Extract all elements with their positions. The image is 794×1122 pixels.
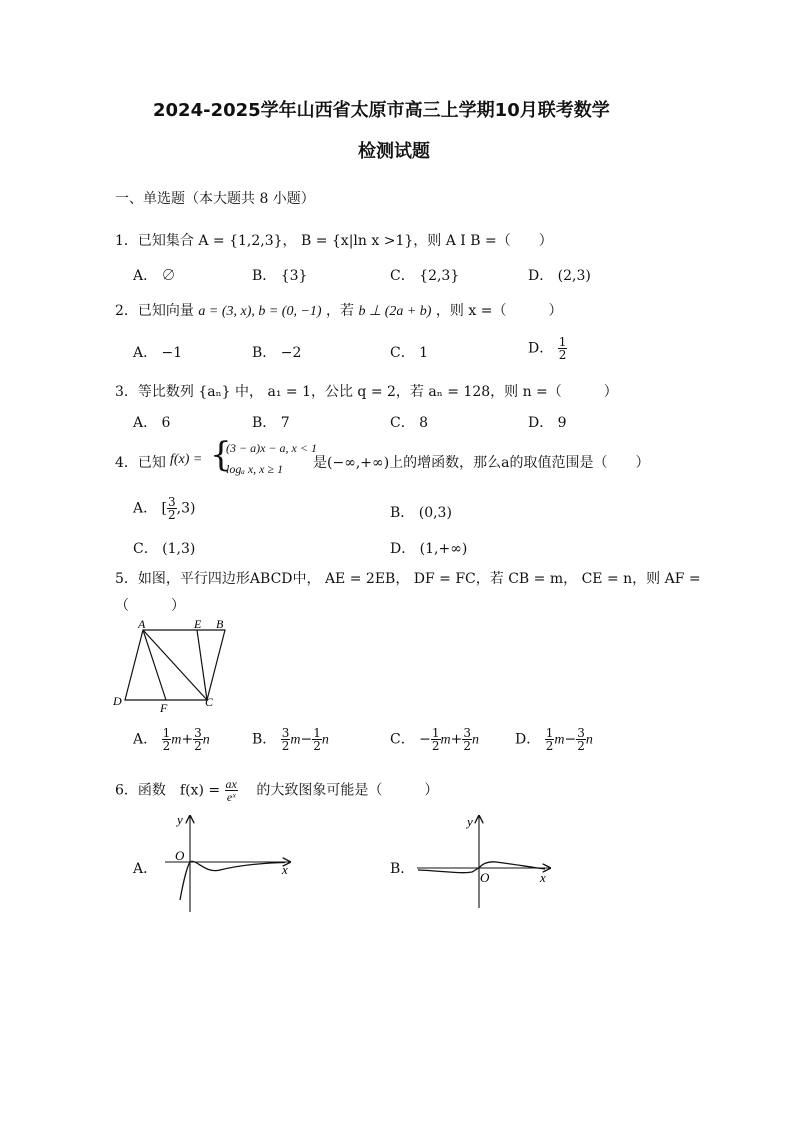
q2-d-num: 1 bbox=[558, 335, 567, 349]
q2-prefix: 2．已知向量 bbox=[115, 303, 194, 319]
segment-af bbox=[143, 630, 166, 700]
q5-b-d2: 2 bbox=[313, 739, 321, 753]
q4-piece-1: (3 − a)x − a, x < 1 bbox=[226, 441, 317, 455]
q5-b-letter: B． bbox=[252, 731, 277, 748]
label-e: E bbox=[194, 618, 202, 631]
q1-option-d: D． (2,3) bbox=[528, 268, 591, 284]
q4-option-c: C． (1,3) bbox=[133, 541, 196, 557]
q4-suffix: 是(−∞,+∞)上的增函数，那么a的取值范围是（ ） bbox=[313, 455, 650, 471]
question-2-stem bbox=[115, 300, 562, 320]
q2-option-d-letter: D． bbox=[528, 340, 554, 357]
page-title: 2024-2025学年山西省太原市高三上学期10月联考数学 bbox=[153, 100, 610, 121]
q2-mid: ，若 bbox=[326, 303, 355, 319]
q2-option-c: C． 1 bbox=[390, 345, 429, 361]
q6-den: eˣ bbox=[226, 790, 236, 804]
figure-lines bbox=[125, 630, 225, 700]
question-5-stem: 5．如图，平行四边形ABCD中， AE = 2EB， DF = FC，若 CB = m， CE = n，则 AF = bbox=[115, 571, 701, 587]
q5-d-v1: m bbox=[554, 732, 565, 748]
q6-prefix: 6．函数 f(x) = bbox=[115, 782, 221, 799]
section-heading: 一、单选题（本大题共 8 小题） bbox=[115, 191, 315, 207]
q5-option-a bbox=[133, 727, 210, 752]
q5-c-d2: 2 bbox=[463, 739, 472, 753]
q4-piece-2: logₐ x, x ≥ 1 bbox=[226, 462, 284, 476]
q5-a-c2: 3 bbox=[194, 726, 202, 740]
q5-a-d2: 2 bbox=[194, 739, 202, 753]
q5-a-letter: A． bbox=[133, 731, 158, 748]
q5-d-d1: 2 bbox=[545, 739, 554, 753]
q5-option-d bbox=[515, 727, 593, 752]
graph-a-x-label: x bbox=[282, 862, 288, 877]
q4-option-d: D． (1,+∞) bbox=[390, 541, 468, 557]
q5-d-letter: D． bbox=[515, 731, 541, 748]
q5-c-v1: m bbox=[440, 732, 451, 748]
question-3-stem: 3．等比数列 {aₙ} 中， a₁ = 1，公比 q = 2，若 aₙ = 128，则 n =（ ） bbox=[115, 384, 618, 400]
q5-b-v2: n bbox=[321, 732, 329, 748]
q5-d-frac1 bbox=[545, 727, 555, 752]
q2-option-d-fraction bbox=[558, 336, 568, 361]
q5-c-op: + bbox=[450, 731, 463, 748]
q4-fx: f(x) = bbox=[170, 452, 203, 467]
q4-brace: { bbox=[210, 435, 232, 475]
q5-b-frac2 bbox=[312, 727, 322, 752]
q5-c-c2: 3 bbox=[463, 726, 472, 740]
q5-d-c2: 3 bbox=[577, 726, 585, 740]
q5-option-b bbox=[252, 727, 329, 752]
label-a: A bbox=[138, 618, 146, 631]
q1-option-c: C． {2,3} bbox=[390, 268, 460, 284]
q4-a-fraction bbox=[167, 496, 177, 521]
segment-ac bbox=[143, 630, 207, 700]
graph-b bbox=[412, 812, 557, 912]
q6-option-b: B． bbox=[390, 861, 415, 877]
q5-b-v1: m bbox=[290, 732, 301, 748]
label-f: F bbox=[160, 701, 168, 714]
q5-a-v2: n bbox=[202, 732, 210, 748]
q3-option-d: D． 9 bbox=[528, 415, 567, 431]
q5-c-letter: C． bbox=[390, 731, 415, 748]
q4-a-den: 2 bbox=[168, 508, 176, 522]
q2-suffix: ，则 x =（ ） bbox=[435, 303, 563, 319]
q1-option-b: B． {3} bbox=[252, 268, 308, 284]
q5-b-c2: 1 bbox=[313, 726, 321, 740]
q5-d-op: − bbox=[564, 731, 577, 748]
segment-ec bbox=[197, 630, 207, 700]
q5-option-c bbox=[390, 727, 479, 752]
q2-d-den: 2 bbox=[558, 348, 567, 362]
q5-a-op: + bbox=[181, 731, 194, 748]
q5-d-c1: 1 bbox=[545, 726, 554, 740]
q3-option-a: A． 6 bbox=[133, 415, 171, 431]
q4-option-b: B． (0,3) bbox=[390, 505, 452, 521]
q5-a-v1: m bbox=[171, 732, 182, 748]
q5-a-frac1 bbox=[162, 727, 172, 752]
graph-a-y-label: y bbox=[177, 812, 183, 827]
q6-num: ax bbox=[225, 777, 237, 791]
q4-a-prefix: A． [ bbox=[133, 500, 168, 517]
q4-a-suffix: ,3) bbox=[176, 500, 196, 517]
q2-option-d bbox=[528, 336, 567, 361]
q5-d-frac2 bbox=[576, 727, 586, 752]
q5-c-c1: 1 bbox=[431, 726, 440, 740]
q2-condition: b ⊥ (2a + b) bbox=[358, 304, 432, 319]
q4-option-a bbox=[133, 496, 196, 521]
q6-option-a: A． bbox=[133, 861, 158, 877]
q6-suffix: 的大致图象可能是（ ） bbox=[242, 782, 439, 799]
q5-c-d1: 2 bbox=[431, 739, 440, 753]
graph-a-curve bbox=[180, 861, 285, 900]
label-c: C bbox=[205, 695, 214, 709]
q5-c-frac2 bbox=[462, 727, 472, 752]
q1-option-a: A． ∅ bbox=[133, 268, 176, 284]
q2-option-b: B． −2 bbox=[252, 345, 302, 361]
graph-b-x-label: x bbox=[540, 870, 546, 885]
graph-b-origin: O bbox=[480, 870, 490, 885]
graph-a bbox=[160, 812, 300, 917]
q5-d-v2: n bbox=[585, 732, 593, 748]
q5-b-frac1 bbox=[281, 727, 291, 752]
q2-option-a: A． −1 bbox=[133, 345, 183, 361]
q6-fraction bbox=[225, 778, 238, 803]
q4-a-num: 3 bbox=[168, 495, 176, 509]
q5-b-d1: 2 bbox=[281, 739, 290, 753]
question-6-stem bbox=[115, 778, 438, 803]
q5-b-c1: 3 bbox=[281, 726, 290, 740]
q5-b-op: − bbox=[300, 731, 313, 748]
label-d: D bbox=[113, 694, 122, 708]
question-1-stem: 1．已知集合 A = {1,2,3}， B = {x|ln x >1}，则 A I B =（ ） bbox=[115, 233, 553, 249]
q3-option-c: C． 8 bbox=[390, 415, 429, 431]
question-5-paren: （ ） bbox=[115, 598, 185, 614]
q5-a-frac2 bbox=[193, 727, 203, 752]
q5-a-c1: 1 bbox=[162, 726, 171, 740]
q5-c-frac1 bbox=[431, 727, 441, 752]
parallelogram-figure bbox=[110, 618, 240, 714]
q4-prefix: 4．已知 bbox=[115, 455, 166, 471]
q5-d-d2: 2 bbox=[577, 739, 585, 753]
q5-a-d1: 2 bbox=[162, 739, 171, 753]
label-b: B bbox=[216, 618, 224, 631]
q3-option-b: B． 7 bbox=[252, 415, 290, 431]
graph-b-y-label: y bbox=[467, 814, 473, 829]
q5-c-v2: n bbox=[472, 732, 480, 748]
q5-c-sign: − bbox=[419, 731, 431, 748]
q2-vectors: a = (3, x), b = (0, −1) bbox=[198, 304, 322, 319]
page-subtitle: 检测试题 bbox=[358, 141, 430, 162]
graph-a-origin: O bbox=[175, 848, 185, 863]
